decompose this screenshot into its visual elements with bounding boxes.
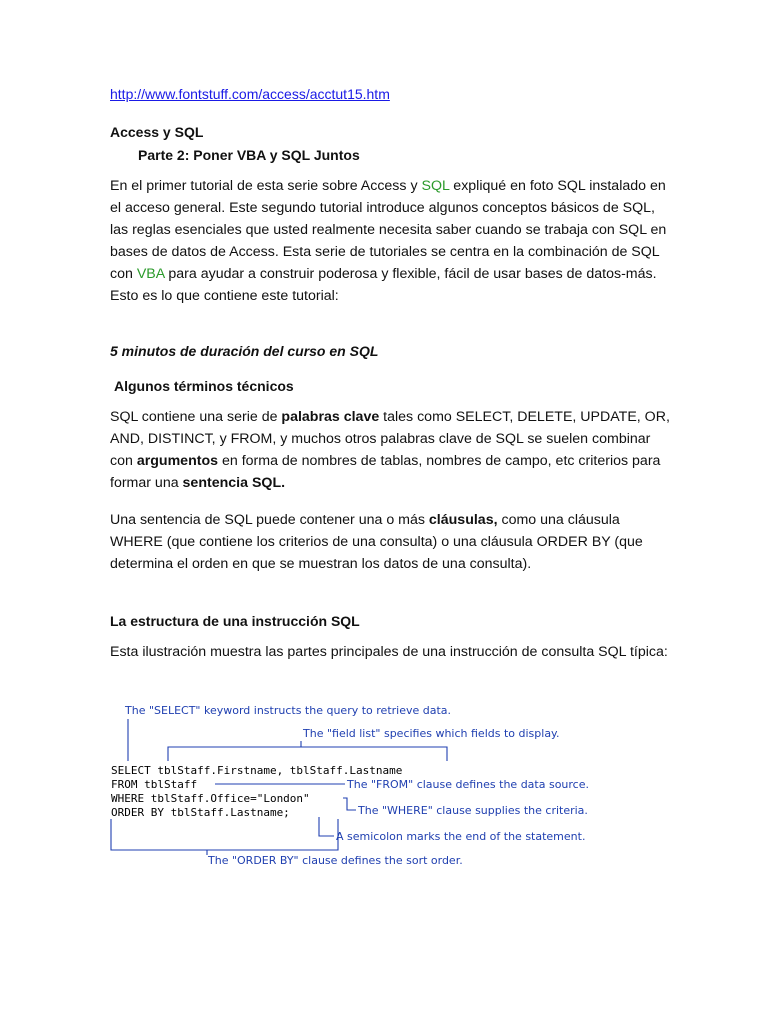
intro-paragraph	[110, 175, 670, 307]
heading-access-sql: Access y SQL	[110, 124, 204, 140]
term-palabras-clave: palabras clave	[281, 409, 380, 425]
annotation-semicolon: A semicolon marks the end of the statement.	[336, 830, 586, 843]
heading-terminos: Algunos términos técnicos	[114, 378, 294, 394]
source-url-link[interactable]: http://www.fontstuff.com/access/acctut15.htm	[110, 86, 390, 102]
ilustracion-paragraph: Esta ilustración muestra las partes principales de una instrucción de consulta SQL típica:	[110, 644, 668, 660]
field-list-bracket	[168, 747, 447, 761]
sql-structure-diagram	[105, 695, 605, 875]
terminos-paragraph	[110, 406, 670, 494]
heading-estructura: La estructura de una instrucción SQL	[110, 613, 360, 629]
annotation-orderby: The "ORDER BY" clause defines the sort order.	[208, 854, 463, 867]
sql-link[interactable]: SQL	[421, 178, 450, 194]
terminos-text-3: en forma de nombres de tablas, nombres de campo, etc criterios para formar una	[110, 453, 661, 491]
heading-parte-2: Parte 2: Poner VBA y SQL Juntos	[138, 147, 360, 163]
intro-text-1: En el primer tutorial de esta serie sobre Access y	[110, 178, 422, 194]
code-line-from: FROM tblStaff	[111, 778, 198, 791]
annotation-select: The "SELECT" keyword instructs the query to retrieve data.	[125, 704, 452, 717]
orderby-bracket	[111, 819, 338, 850]
term-sentencia-sql: sentencia SQL.	[182, 475, 286, 491]
semicolon-pointer-line	[319, 817, 334, 836]
clausulas-paragraph	[110, 509, 670, 575]
code-line-select: SELECT tblStaff.Firstname, tblStaff.Lastname	[111, 764, 403, 777]
intro-text-2: expliqué en foto SQL instalado en el acceso general. Este segundo tutorial introduce algunos conceptos básicos de SQL, las reglas esenciales que usted realmente necesita saber cuando se trabaja con SQL en bases de datos de Access. Esta serie de tutoriales se centra en la combinación de SQL con	[110, 178, 667, 282]
heading-curso: 5 minutos de duración del curso en SQL	[110, 343, 379, 359]
annotation-field-list: The "field list" specifies which fields to display.	[303, 727, 560, 740]
vba-link[interactable]: VBA	[136, 266, 165, 282]
annotation-where: The "WHERE" clause supplies the criteria.	[358, 804, 588, 817]
where-pointer-line	[343, 798, 356, 810]
intro-text-3: para ayudar a construir poderosa y flexible, fácil de usar bases de datos-más. Esto es lo que contiene este tutorial:	[110, 266, 657, 304]
annotation-from: The "FROM" clause defines the data source.	[347, 778, 589, 791]
term-clausulas: cláusulas,	[428, 512, 498, 528]
term-argumentos: argumentos	[136, 453, 219, 469]
terminos-text-1: SQL contiene una serie de	[110, 409, 282, 425]
code-line-orderby: ORDER BY tblStaff.Lastname;	[111, 806, 290, 819]
code-line-where: WHERE tblStaff.Office="London"	[111, 792, 310, 805]
clausulas-text-1: Una sentencia de SQL puede contener una o más	[110, 512, 429, 528]
terminos-text-2: tales como SELECT, DELETE, UPDATE, OR, AND, DISTINCT, y FROM, y muchos otros palabras clave de SQL se suelen combinar con	[110, 409, 670, 469]
clausulas-text-2: como una cláusula WHERE (que contiene los criterios de una consulta) o una cláusula ORDER BY (que determina el orden en que se muestran los datos de una consulta).	[110, 512, 643, 572]
